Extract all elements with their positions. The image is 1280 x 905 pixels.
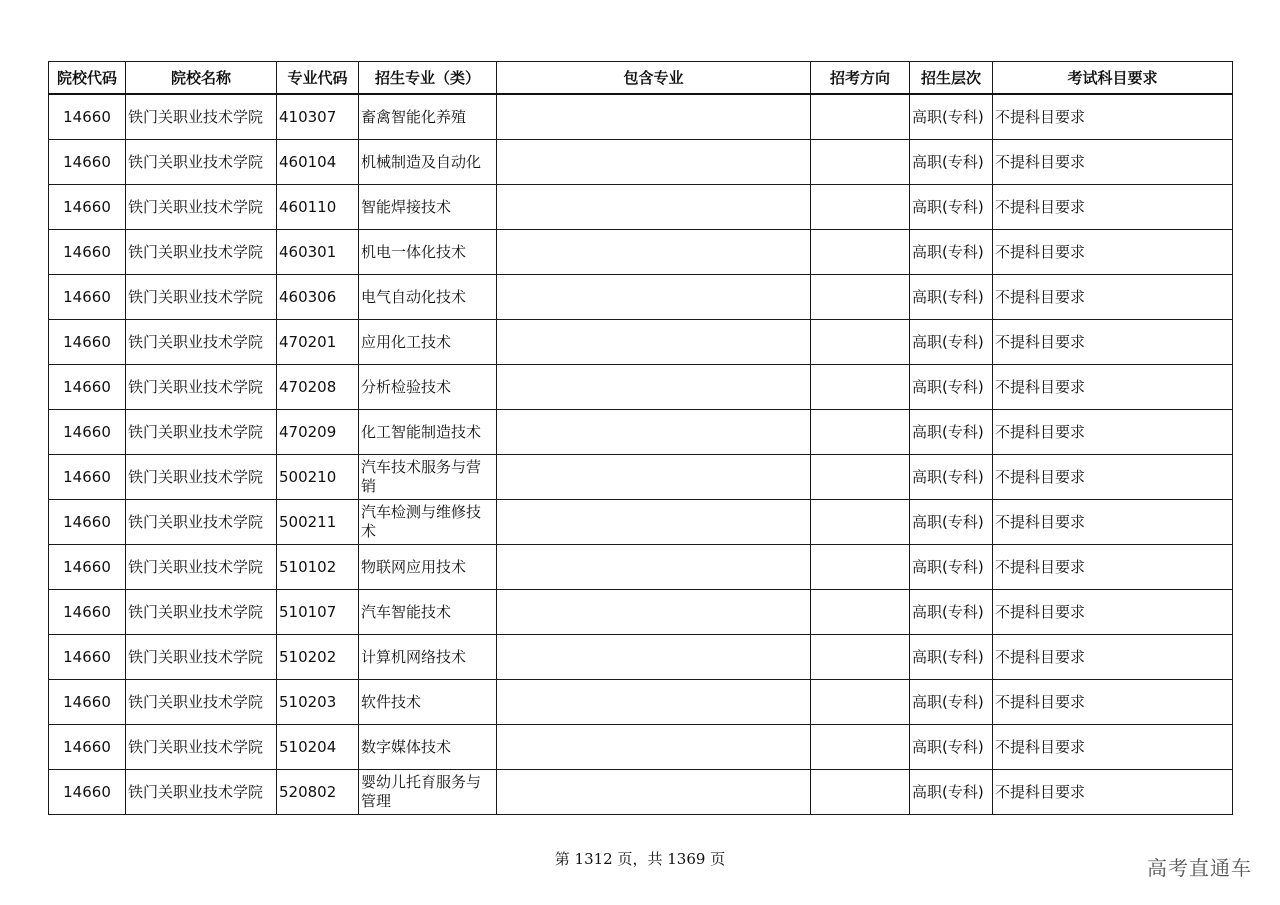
cell-included-majors bbox=[497, 230, 811, 275]
cell-included-majors bbox=[497, 140, 811, 185]
table-row bbox=[49, 545, 1233, 590]
cell-major-text: 机械制造及自动化 bbox=[361, 152, 482, 171]
cell-included-majors bbox=[497, 455, 811, 500]
cell-school-name-text: 铁门关职业技术学院 bbox=[128, 602, 264, 621]
table-row bbox=[49, 590, 1233, 635]
cell-direction bbox=[811, 680, 910, 725]
cell-included-majors bbox=[497, 545, 811, 590]
cell-school-name-text: 铁门关职业技术学院 bbox=[128, 467, 264, 486]
cell-school-name bbox=[126, 590, 277, 635]
cell-school-name bbox=[126, 365, 277, 410]
header-requirement: 考试科目要求 bbox=[993, 62, 1233, 95]
cell-major-text: 分析检验技术 bbox=[361, 377, 452, 396]
cell-direction bbox=[811, 230, 910, 275]
cell-school-code: 14660 bbox=[49, 185, 126, 230]
header-major-code: 专业代码 bbox=[277, 62, 359, 95]
cell-school-code: 14660 bbox=[49, 770, 126, 815]
cell-major-code: 500210 bbox=[277, 455, 359, 500]
cell-school-code: 14660 bbox=[49, 275, 126, 320]
cell-requirement: 不提科目要求 bbox=[993, 365, 1233, 410]
cell-school-name-text: 铁门关职业技术学院 bbox=[128, 197, 264, 216]
table-row bbox=[49, 365, 1233, 410]
cell-level: 高职(专科) bbox=[910, 545, 993, 590]
cell-requirement: 不提科目要求 bbox=[993, 725, 1233, 770]
cell-school-name bbox=[126, 545, 277, 590]
cell-school-name bbox=[126, 140, 277, 185]
cell-major-code: 460110 bbox=[277, 185, 359, 230]
cell-major-code: 510107 bbox=[277, 590, 359, 635]
cell-included-majors bbox=[497, 500, 811, 545]
cell-direction bbox=[811, 455, 910, 500]
cell-major-text: 汽车检测与维修技术 bbox=[361, 503, 482, 540]
cell-direction bbox=[811, 140, 910, 185]
cell-school-code: 14660 bbox=[49, 230, 126, 275]
cell-included-majors bbox=[497, 590, 811, 635]
table-row bbox=[49, 275, 1233, 320]
cell-included-majors bbox=[497, 725, 811, 770]
cell-requirement: 不提科目要求 bbox=[993, 500, 1233, 545]
cell-included-majors bbox=[497, 410, 811, 455]
cell-major bbox=[359, 230, 497, 275]
table-row bbox=[49, 94, 1233, 140]
cell-major bbox=[359, 320, 497, 365]
cell-major-code: 510204 bbox=[277, 725, 359, 770]
cell-level: 高职(专科) bbox=[910, 230, 993, 275]
cell-school-name bbox=[126, 320, 277, 365]
header-direction: 招考方向 bbox=[811, 62, 910, 95]
cell-major-text: 机电一体化技术 bbox=[361, 242, 467, 261]
cell-major bbox=[359, 590, 497, 635]
cell-school-code: 14660 bbox=[49, 680, 126, 725]
cell-major bbox=[359, 140, 497, 185]
cell-major-text: 电气自动化技术 bbox=[361, 287, 467, 306]
cell-major-code: 510102 bbox=[277, 545, 359, 590]
cell-school-name-text: 铁门关职业技术学院 bbox=[128, 287, 264, 306]
cell-major bbox=[359, 185, 497, 230]
cell-school-code: 14660 bbox=[49, 725, 126, 770]
cell-included-majors bbox=[497, 94, 811, 140]
cell-requirement: 不提科目要求 bbox=[993, 770, 1233, 815]
cell-direction bbox=[811, 320, 910, 365]
table-row bbox=[49, 455, 1233, 500]
cell-major-code: 460301 bbox=[277, 230, 359, 275]
header-school-code: 院校代码 bbox=[49, 62, 126, 95]
cell-major bbox=[359, 770, 497, 815]
cell-included-majors bbox=[497, 770, 811, 815]
table-row bbox=[49, 635, 1233, 680]
cell-direction bbox=[811, 770, 910, 815]
cell-school-name bbox=[126, 635, 277, 680]
cell-major-text: 化工智能制造技术 bbox=[361, 422, 482, 441]
cell-school-name bbox=[126, 94, 277, 140]
cell-requirement: 不提科目要求 bbox=[993, 94, 1233, 140]
cell-school-name-text: 铁门关职业技术学院 bbox=[128, 242, 264, 261]
cell-school-name bbox=[126, 770, 277, 815]
cell-major-code: 470208 bbox=[277, 365, 359, 410]
table-row bbox=[49, 680, 1233, 725]
cell-school-code: 14660 bbox=[49, 590, 126, 635]
cell-major bbox=[359, 275, 497, 320]
cell-school-name bbox=[126, 230, 277, 275]
cell-direction bbox=[811, 275, 910, 320]
cell-level: 高职(专科) bbox=[910, 320, 993, 365]
cell-school-name bbox=[126, 410, 277, 455]
cell-school-name-text: 铁门关职业技术学院 bbox=[128, 377, 264, 396]
cell-school-name-text: 铁门关职业技术学院 bbox=[128, 647, 264, 666]
cell-direction bbox=[811, 725, 910, 770]
cell-major bbox=[359, 545, 497, 590]
cell-major bbox=[359, 455, 497, 500]
cell-level: 高职(专科) bbox=[910, 365, 993, 410]
cell-major-text: 汽车技术服务与营销 bbox=[361, 458, 482, 495]
cell-major bbox=[359, 500, 497, 545]
cell-major-code: 520802 bbox=[277, 770, 359, 815]
table-row bbox=[49, 410, 1233, 455]
cell-school-name bbox=[126, 500, 277, 545]
cell-included-majors bbox=[497, 680, 811, 725]
cell-major-code: 510202 bbox=[277, 635, 359, 680]
cell-major-text: 智能焊接技术 bbox=[361, 197, 452, 216]
cell-direction bbox=[811, 94, 910, 140]
cell-major bbox=[359, 94, 497, 140]
header-row bbox=[49, 62, 1233, 95]
cell-level: 高职(专科) bbox=[910, 725, 993, 770]
cell-school-name-text: 铁门关职业技术学院 bbox=[128, 422, 264, 441]
cell-major bbox=[359, 680, 497, 725]
cell-major-text: 畜禽智能化养殖 bbox=[361, 107, 467, 126]
table-row bbox=[49, 725, 1233, 770]
cell-major-code: 470201 bbox=[277, 320, 359, 365]
cell-major-text: 物联网应用技术 bbox=[361, 557, 467, 576]
cell-school-code: 14660 bbox=[49, 410, 126, 455]
cell-school-code: 14660 bbox=[49, 635, 126, 680]
cell-major bbox=[359, 635, 497, 680]
cell-school-code: 14660 bbox=[49, 545, 126, 590]
cell-requirement: 不提科目要求 bbox=[993, 275, 1233, 320]
cell-included-majors bbox=[497, 320, 811, 365]
table-row bbox=[49, 185, 1233, 230]
cell-major-code: 510203 bbox=[277, 680, 359, 725]
cell-level: 高职(专科) bbox=[910, 590, 993, 635]
cell-direction bbox=[811, 185, 910, 230]
cell-level: 高职(专科) bbox=[910, 275, 993, 320]
cell-direction bbox=[811, 635, 910, 680]
header-level: 招生层次 bbox=[910, 62, 993, 95]
cell-level: 高职(专科) bbox=[910, 185, 993, 230]
cell-requirement: 不提科目要求 bbox=[993, 140, 1233, 185]
cell-requirement: 不提科目要求 bbox=[993, 680, 1233, 725]
cell-direction bbox=[811, 410, 910, 455]
cell-direction bbox=[811, 590, 910, 635]
cell-requirement: 不提科目要求 bbox=[993, 410, 1233, 455]
cell-requirement: 不提科目要求 bbox=[993, 320, 1233, 365]
cell-school-name bbox=[126, 680, 277, 725]
cell-requirement: 不提科目要求 bbox=[993, 545, 1233, 590]
cell-major-text: 婴幼儿托育服务与管理 bbox=[361, 773, 482, 810]
cell-school-name-text: 铁门关职业技术学院 bbox=[128, 557, 264, 576]
cell-requirement: 不提科目要求 bbox=[993, 185, 1233, 230]
header-major: 招生专业（类） bbox=[359, 62, 497, 95]
cell-level: 高职(专科) bbox=[910, 635, 993, 680]
cell-school-name-text: 铁门关职业技术学院 bbox=[128, 692, 264, 711]
cell-major-code: 410307 bbox=[277, 94, 359, 140]
cell-school-code: 14660 bbox=[49, 455, 126, 500]
table-row bbox=[49, 230, 1233, 275]
cell-school-name-text: 铁门关职业技术学院 bbox=[128, 782, 264, 801]
table-row bbox=[49, 320, 1233, 365]
cell-direction bbox=[811, 365, 910, 410]
cell-level: 高职(专科) bbox=[910, 410, 993, 455]
cell-included-majors bbox=[497, 275, 811, 320]
cell-major bbox=[359, 725, 497, 770]
cell-school-code: 14660 bbox=[49, 140, 126, 185]
table-body bbox=[49, 94, 1233, 815]
cell-major-code: 500211 bbox=[277, 500, 359, 545]
cell-school-name bbox=[126, 725, 277, 770]
cell-level: 高职(专科) bbox=[910, 500, 993, 545]
admissions-table bbox=[48, 61, 1233, 815]
cell-major bbox=[359, 365, 497, 410]
header-school-name: 院校名称 bbox=[126, 62, 277, 95]
cell-requirement: 不提科目要求 bbox=[993, 455, 1233, 500]
cell-school-code: 14660 bbox=[49, 365, 126, 410]
table-row bbox=[49, 500, 1233, 545]
cell-major-text: 汽车智能技术 bbox=[361, 602, 452, 621]
header-included-majors: 包含专业 bbox=[497, 62, 811, 95]
watermark: 高考直通车 bbox=[1147, 856, 1252, 880]
cell-school-name bbox=[126, 275, 277, 320]
cell-school-code: 14660 bbox=[49, 500, 126, 545]
cell-requirement: 不提科目要求 bbox=[993, 230, 1233, 275]
cell-school-name-text: 铁门关职业技术学院 bbox=[128, 512, 264, 531]
cell-included-majors bbox=[497, 635, 811, 680]
cell-school-name-text: 铁门关职业技术学院 bbox=[128, 152, 264, 171]
cell-major-text: 软件技术 bbox=[361, 692, 422, 711]
cell-major-code: 470209 bbox=[277, 410, 359, 455]
cell-school-name bbox=[126, 455, 277, 500]
cell-school-name bbox=[126, 185, 277, 230]
cell-direction bbox=[811, 500, 910, 545]
cell-requirement: 不提科目要求 bbox=[993, 590, 1233, 635]
cell-school-code: 14660 bbox=[49, 94, 126, 140]
cell-direction bbox=[811, 545, 910, 590]
cell-school-code: 14660 bbox=[49, 320, 126, 365]
cell-level: 高职(专科) bbox=[910, 140, 993, 185]
cell-major-code: 460104 bbox=[277, 140, 359, 185]
cell-school-name-text: 铁门关职业技术学院 bbox=[128, 737, 264, 756]
cell-level: 高职(专科) bbox=[910, 94, 993, 140]
table-row bbox=[49, 770, 1233, 815]
table-row bbox=[49, 140, 1233, 185]
cell-level: 高职(专科) bbox=[910, 770, 993, 815]
cell-major-text: 计算机网络技术 bbox=[361, 647, 467, 666]
cell-level: 高职(专科) bbox=[910, 455, 993, 500]
cell-major-code: 460306 bbox=[277, 275, 359, 320]
cell-requirement: 不提科目要求 bbox=[993, 635, 1233, 680]
cell-level: 高职(专科) bbox=[910, 680, 993, 725]
cell-included-majors bbox=[497, 365, 811, 410]
cell-included-majors bbox=[497, 185, 811, 230]
cell-school-name-text: 铁门关职业技术学院 bbox=[128, 107, 264, 126]
cell-major bbox=[359, 410, 497, 455]
cell-major-text: 数字媒体技术 bbox=[361, 737, 452, 756]
cell-school-name-text: 铁门关职业技术学院 bbox=[128, 332, 264, 351]
page-footer: 第 1312 页，共 1369 页 bbox=[554, 850, 726, 868]
cell-major-text: 应用化工技术 bbox=[361, 332, 452, 351]
